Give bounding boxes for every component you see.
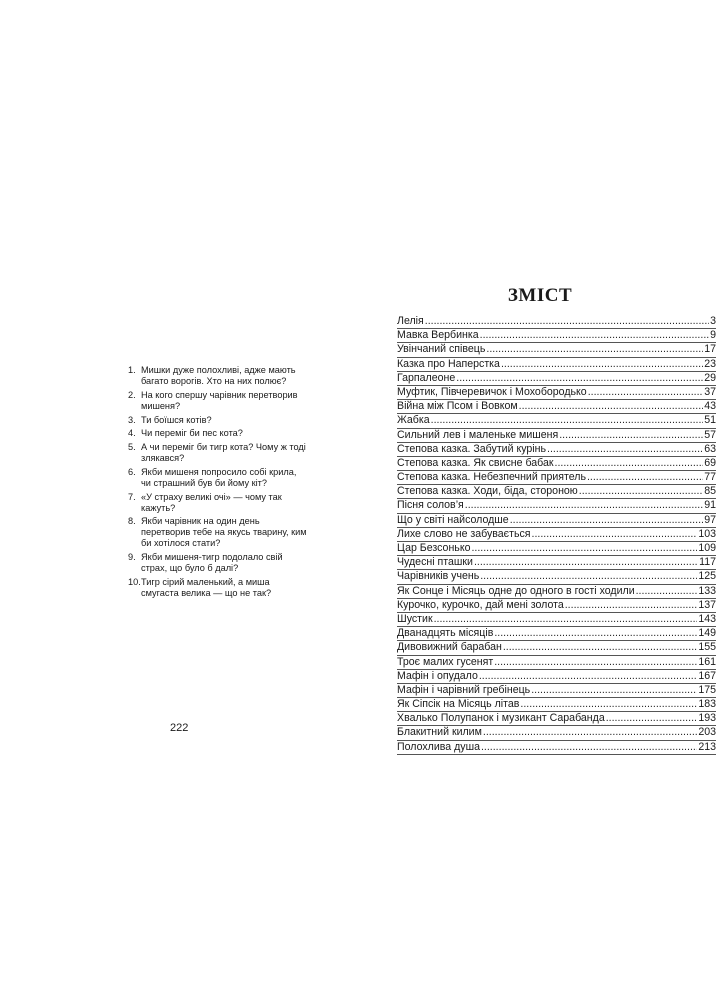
toc-dot-leader xyxy=(479,670,697,683)
toc-entry-title: Муфтик, Півчеревичок і Мохобородько xyxy=(397,385,587,398)
question-number: 5. xyxy=(128,441,136,452)
toc-entry-title: Чудесні пташки xyxy=(397,556,473,569)
toc-entry-title: Війна між Псом і Вовком xyxy=(397,400,518,413)
page-number: 222 xyxy=(170,722,189,734)
toc-dot-leader xyxy=(501,358,703,371)
toc-entry[interactable] xyxy=(397,599,716,613)
toc-entry-title: Степова казка. Забутий курінь xyxy=(397,442,546,455)
toc-entry-title: Сильний лев і маленьке мишеня xyxy=(397,428,559,441)
toc-dot-leader xyxy=(486,343,703,356)
toc-entry[interactable] xyxy=(397,656,716,670)
toc-entry[interactable] xyxy=(397,726,716,740)
toc-entry-page: 17 xyxy=(704,343,716,356)
toc-entry-title: Троє малих гусенят xyxy=(397,655,494,668)
toc-entry[interactable] xyxy=(397,485,716,499)
toc-entry-title: Шустик xyxy=(397,612,433,625)
toc-dot-leader xyxy=(494,627,697,640)
toc-entry-title: Дванадцять місяців xyxy=(397,627,494,640)
toc-dot-leader xyxy=(636,585,698,598)
toc-entry[interactable] xyxy=(397,514,716,528)
toc-entry[interactable] xyxy=(397,414,716,428)
question-number: 4. xyxy=(128,428,136,439)
question-text: Тигр сірий маленький, а миша смугаста велика — що не так? xyxy=(141,576,272,599)
toc-entry-page: 143 xyxy=(698,612,716,625)
question-text: Якби мишеня попросило собі крила, чи страшний був би йому кіт? xyxy=(141,466,297,488)
question-number: 3. xyxy=(128,414,136,425)
question-text: Чи переміг би пес кота? xyxy=(141,428,243,439)
toc-dot-leader xyxy=(532,528,698,541)
toc-entry-page: 133 xyxy=(698,584,716,597)
toc-entry-title: Хвалько Полупанок і музикант Сарабанда xyxy=(397,712,605,725)
toc-entry-page: 91 xyxy=(704,499,716,512)
toc-dot-leader xyxy=(431,414,704,427)
question-item xyxy=(128,552,308,574)
toc-entry[interactable] xyxy=(397,400,716,414)
toc-entry[interactable] xyxy=(397,670,716,684)
toc-entry-title: Блакитний килим xyxy=(397,726,482,739)
toc-dot-leader xyxy=(587,471,703,484)
question-number: 9. xyxy=(128,552,136,563)
toc-title: ЗМІСТ xyxy=(507,285,573,306)
toc-entry-page: 125 xyxy=(698,570,716,583)
toc-entry[interactable] xyxy=(397,542,716,556)
toc-entry-page: 137 xyxy=(698,598,716,611)
toc-dot-leader xyxy=(456,372,703,385)
toc-entry-title: Як Сіпсік на Місяць літав xyxy=(397,698,520,711)
toc-dot-leader xyxy=(588,386,704,399)
toc-entry[interactable] xyxy=(397,386,716,400)
question-number: 10. xyxy=(128,576,141,587)
toc-dot-leader xyxy=(425,315,709,328)
toc-entry[interactable] xyxy=(397,457,716,471)
toc-entry-page: 3 xyxy=(710,315,716,327)
toc-entry-title: Полохлива душа xyxy=(397,740,480,753)
toc-entry-page: 63 xyxy=(704,442,716,455)
toc-entry-title: Мавка Вербинка xyxy=(397,329,479,342)
toc-dot-leader xyxy=(503,641,697,654)
toc-entry-title: Степова казка. Ходи, біда, стороною xyxy=(397,485,578,498)
toc-entry[interactable] xyxy=(397,528,716,542)
toc-entry[interactable] xyxy=(397,585,716,599)
toc-entry-page: 57 xyxy=(704,428,716,441)
toc-entry-page: 213 xyxy=(698,740,716,753)
toc-dot-leader xyxy=(559,429,703,442)
question-text: А чи переміг би тигр кота? Чому ж тоді злякався? xyxy=(141,441,306,464)
toc-entry-page: 77 xyxy=(704,471,716,484)
toc-entry-title: Дивовижний барабан xyxy=(397,641,502,654)
toc-entry[interactable] xyxy=(397,570,716,584)
toc-entry-page: 97 xyxy=(704,513,716,526)
toc-entry-title: Мафін і чарівний гребінець xyxy=(397,683,531,696)
toc-entry-title: Пісня солов’я xyxy=(397,499,464,512)
toc-entry[interactable] xyxy=(397,613,716,627)
toc-entry[interactable] xyxy=(397,329,716,343)
toc-entry-page: 149 xyxy=(698,627,716,640)
toc-entry-page: 183 xyxy=(698,698,716,711)
toc-entry-title: Жабка xyxy=(397,414,430,427)
toc-dot-leader xyxy=(480,329,709,342)
question-number: 7. xyxy=(128,491,136,502)
question-item xyxy=(128,442,308,464)
toc-entry-title: Цар Безсонько xyxy=(397,542,471,554)
toc-entry[interactable] xyxy=(397,358,716,372)
question-item xyxy=(128,577,308,599)
question-item xyxy=(128,390,308,412)
toc-dot-leader xyxy=(510,514,704,527)
toc-entry-title: Лихе слово не забувається xyxy=(397,527,531,540)
toc-entry[interactable] xyxy=(397,556,716,570)
toc-entry-page: 103 xyxy=(698,527,716,540)
toc-list xyxy=(397,315,716,755)
toc-entry-title: Гарпалеоне xyxy=(397,371,456,384)
toc-dot-leader xyxy=(481,741,697,754)
toc-entry-page: 193 xyxy=(698,712,716,725)
question-text: Якби мишеня-тигр подолало свій страх, що було б далі? xyxy=(141,552,283,574)
toc-entry-page: 175 xyxy=(698,683,716,696)
question-number: 1. xyxy=(128,365,136,375)
toc-entry-title: Мафін і опудало xyxy=(397,669,478,682)
toc-dot-leader xyxy=(480,570,697,583)
toc-entry-title: Увінчаний співець xyxy=(397,343,486,356)
question-text: Якби чарівник на один день перетворив тебе на якусь тварину, ким би хотілося стати? xyxy=(141,516,307,549)
question-item xyxy=(128,467,308,489)
toc-entry-page: 85 xyxy=(704,485,716,498)
question-number: 8. xyxy=(128,516,136,527)
toc-entry[interactable] xyxy=(397,698,716,712)
toc-entry[interactable] xyxy=(397,343,716,357)
toc-entry[interactable] xyxy=(397,471,716,485)
question-item xyxy=(128,415,308,426)
toc-dot-leader xyxy=(474,556,698,569)
toc-entry[interactable] xyxy=(397,429,716,443)
toc-entry-page: 109 xyxy=(698,542,716,554)
toc-entry-title: Що у світі найсолодше xyxy=(397,513,509,526)
toc-entry-title: Лелія xyxy=(397,315,424,327)
toc-entry-page: 37 xyxy=(704,385,716,398)
toc-entry[interactable] xyxy=(397,443,716,457)
toc-entry[interactable] xyxy=(397,627,716,641)
question-item xyxy=(128,365,308,387)
toc-entry-page: 9 xyxy=(710,329,716,342)
toc-entry-page: 51 xyxy=(704,414,716,427)
toc-entry-page: 29 xyxy=(704,371,716,384)
toc-entry-title: Степова казка. Як свисне бабак xyxy=(397,456,554,469)
toc-entry[interactable] xyxy=(397,499,716,513)
toc-dot-leader xyxy=(555,457,704,470)
toc-entry-page: 161 xyxy=(698,655,716,668)
toc-entry-page: 69 xyxy=(704,456,716,469)
toc-entry-title: Чарівників учень xyxy=(397,570,480,583)
question-text: Мишки дуже полохливі, адже мають багато ворогів. Хто на них полює? xyxy=(141,365,296,387)
toc-dot-leader xyxy=(434,613,698,626)
toc-entry-page: 43 xyxy=(704,400,716,413)
toc-dot-leader xyxy=(494,656,697,669)
questions-list xyxy=(128,365,308,602)
toc-dot-leader xyxy=(565,599,698,612)
toc-entry-page: 23 xyxy=(704,357,716,370)
toc-dot-leader xyxy=(465,499,703,512)
question-number: 2. xyxy=(128,389,136,400)
question-item xyxy=(128,516,308,549)
toc-entry[interactable] xyxy=(397,372,716,386)
question-number: 6. xyxy=(128,466,136,477)
toc-entry-title: Степова казка. Небезпечний приятель xyxy=(397,471,586,484)
toc-dot-leader xyxy=(471,542,697,555)
toc-dot-leader xyxy=(579,485,703,498)
toc-entry[interactable] xyxy=(397,684,716,698)
toc-dot-leader xyxy=(531,684,697,697)
question-item xyxy=(128,428,308,439)
toc-entry-page: 203 xyxy=(698,726,716,739)
toc-entry[interactable] xyxy=(397,641,716,655)
question-text: Ти боїшся котів? xyxy=(141,414,212,425)
toc-entry-title: Курочко, курочко, дай мені золота xyxy=(397,598,564,611)
toc-entry[interactable] xyxy=(397,741,716,755)
toc-dot-leader xyxy=(606,712,698,725)
toc-entry-title: Казка про Наперстка xyxy=(397,357,500,370)
toc-entry[interactable] xyxy=(397,315,716,329)
right-page xyxy=(360,0,720,1000)
question-text: «У страху великі очі» — чому так кажуть? xyxy=(141,491,282,513)
toc-entry[interactable] xyxy=(397,712,716,726)
toc-entry-page: 167 xyxy=(698,669,716,682)
toc-entry-title: Як Сонце і Місяць одне до одного в гості ходили xyxy=(397,584,635,597)
toc-dot-leader xyxy=(520,698,697,711)
toc-dot-leader xyxy=(547,443,703,456)
toc-dot-leader xyxy=(483,726,697,739)
question-text: На кого спершу чарівник перетворив мишеня? xyxy=(141,389,298,411)
question-item xyxy=(128,492,308,514)
toc-entry-page: 155 xyxy=(698,641,716,654)
toc-dot-leader xyxy=(519,400,704,413)
toc-entry-page: 117 xyxy=(699,556,716,569)
